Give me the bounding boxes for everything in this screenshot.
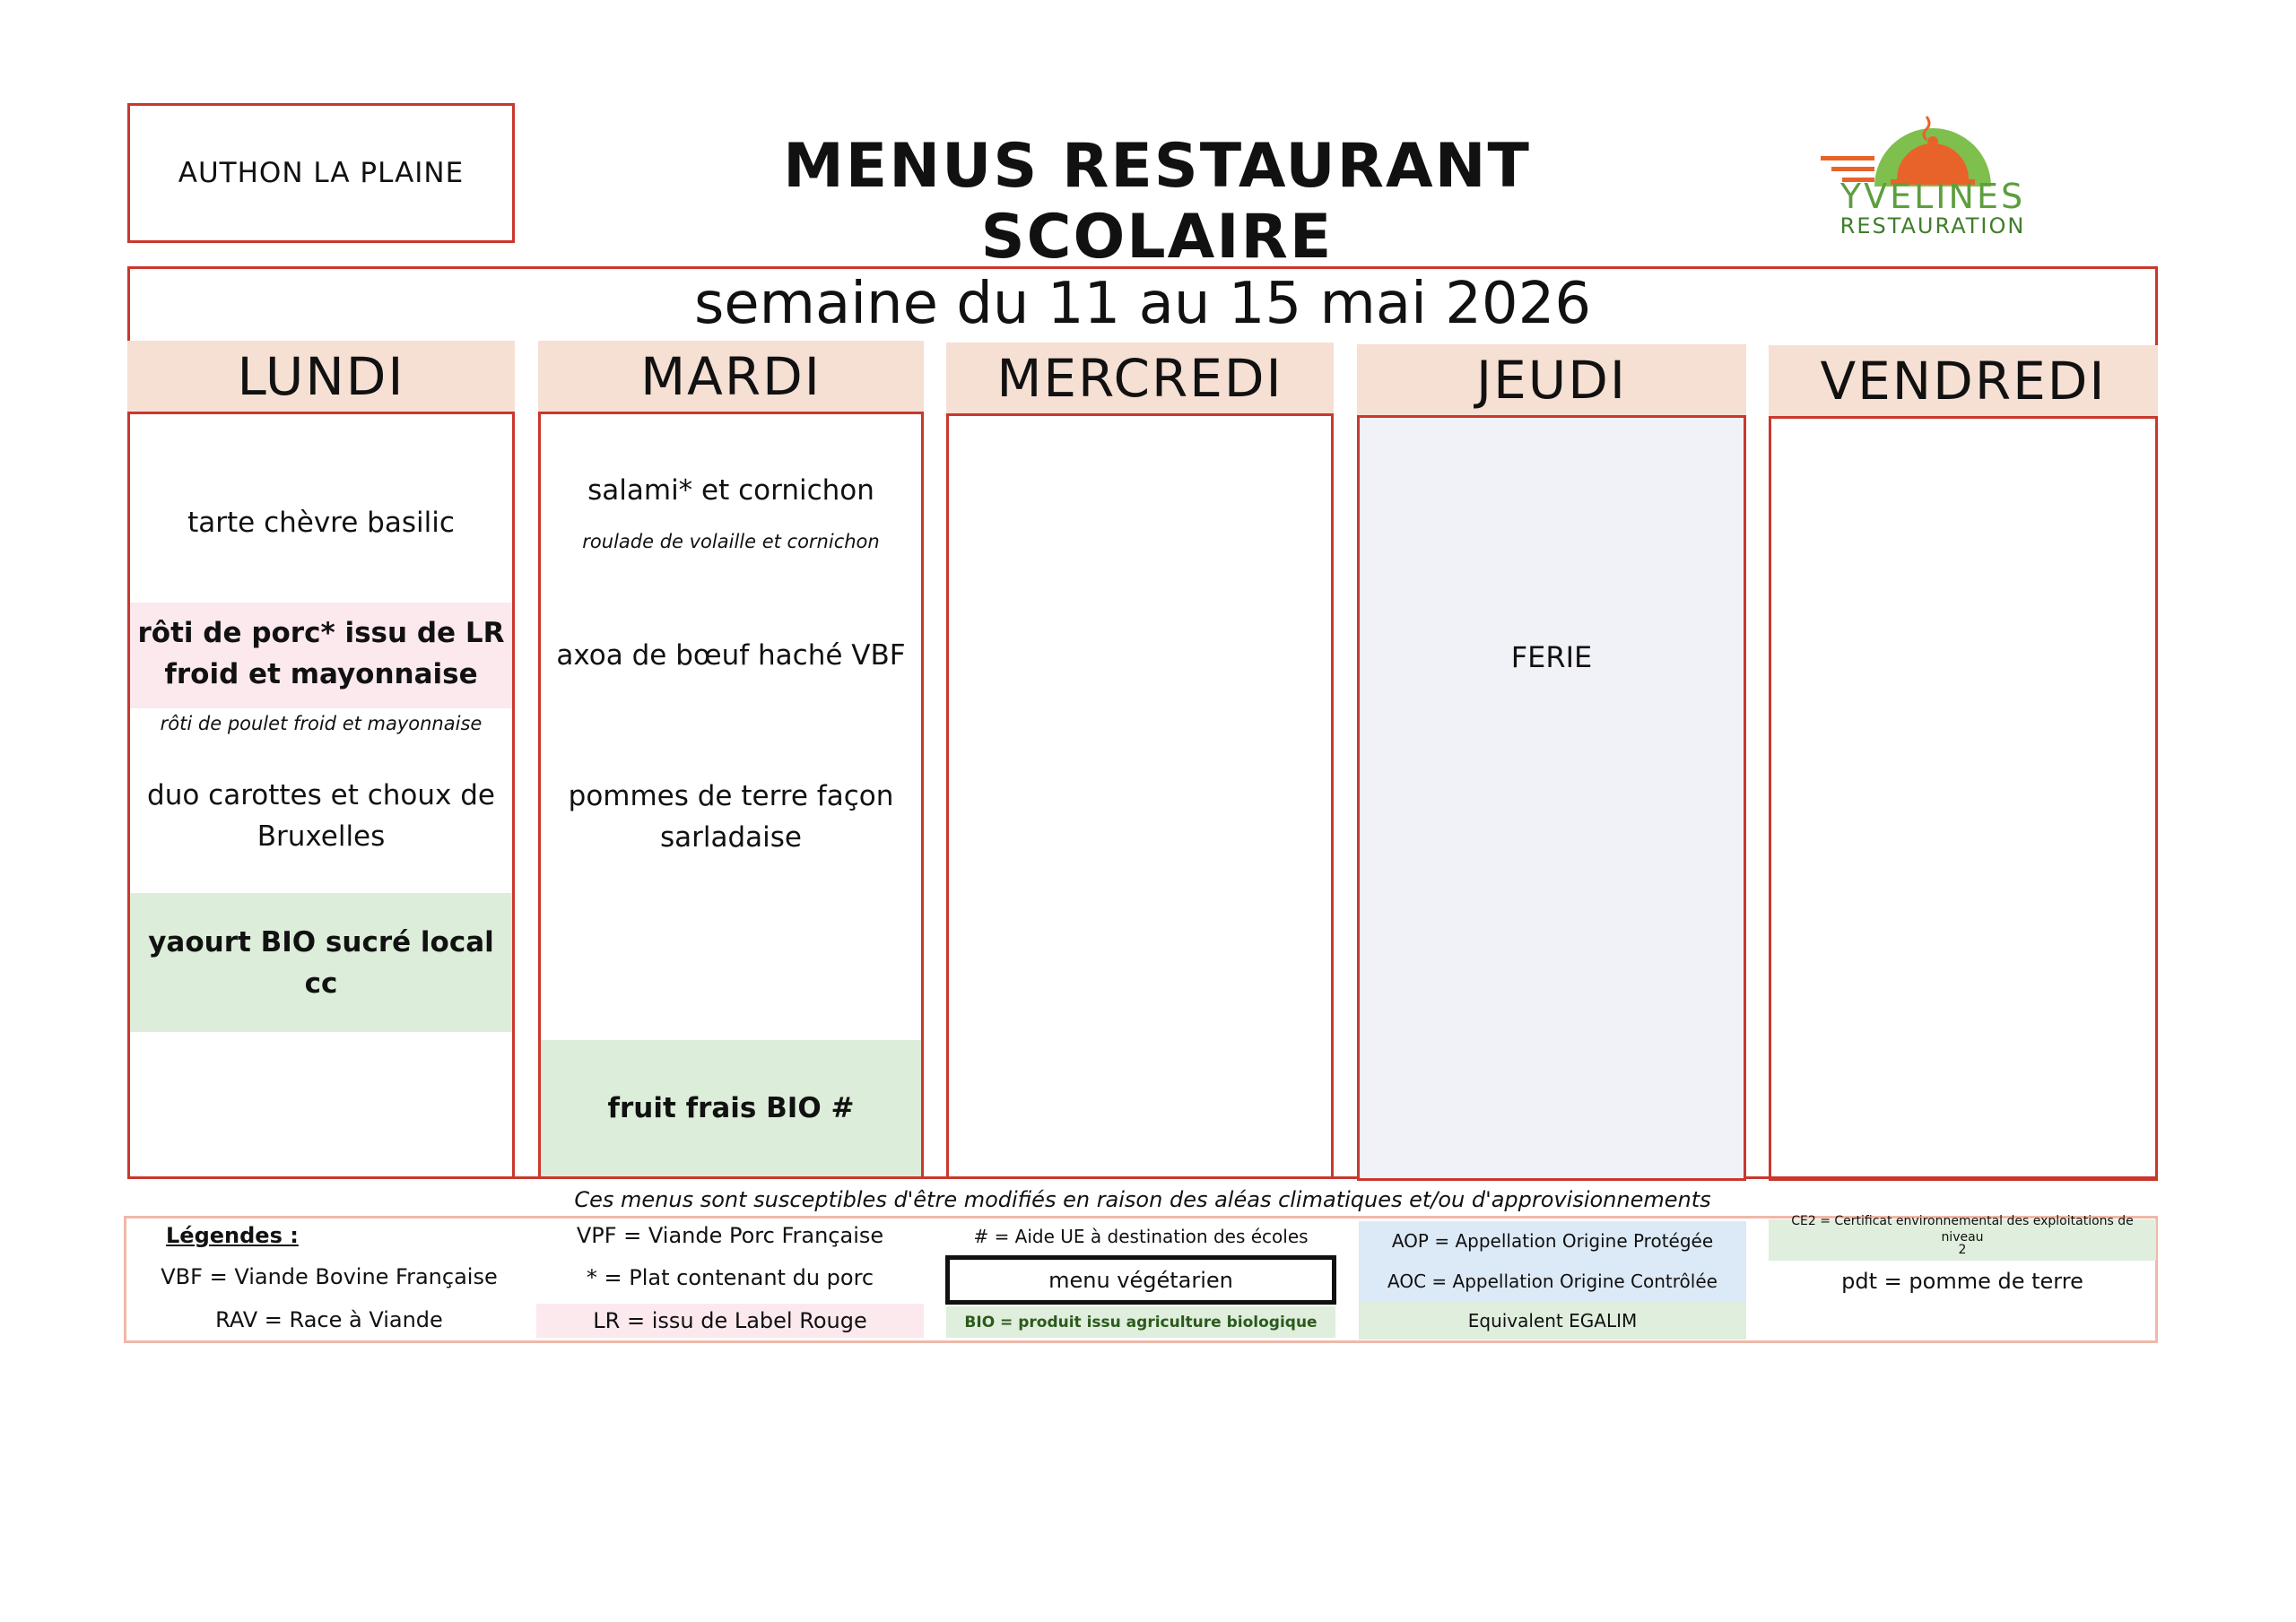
legend-pdt: pdt = pomme de terre xyxy=(1841,1269,2083,1294)
lundi-main-line1: rôti de porc* issu de LR xyxy=(137,617,505,649)
lundi-side-line1: duo carottes et choux de xyxy=(147,779,495,811)
column-mercredi xyxy=(946,343,1334,1179)
legend-ce2-line2: 2 xyxy=(1958,1243,1967,1257)
lundi-starter: tarte chèvre basilic xyxy=(187,507,455,539)
lundi-main-alt: rôti de poulet froid et mayonnaise xyxy=(160,713,483,734)
mardi-starter-alt: roulade de volaille et cornichon xyxy=(582,531,880,552)
column-vendredi xyxy=(1769,345,2158,1181)
legend-porc: * = Plat contenant du porc xyxy=(586,1265,874,1290)
legend-ce2-line1: CE2 = Certificat environnemental des exploitations de niveau xyxy=(1791,1214,2134,1245)
day-header-mercredi: MERCREDI xyxy=(946,343,1334,416)
page-title: MENUS RESTAURANT SCOLAIRE xyxy=(783,131,1531,273)
legend-title: Légendes : xyxy=(166,1223,299,1248)
day-header-jeudi: JEUDI xyxy=(1357,344,1746,418)
disclaimer: Ces menus sont susceptibles d'être modifiés en raison des aléas climatiques et/ou d'approvisionnements xyxy=(574,1187,1711,1212)
legend-rav: RAV = Race à Viande xyxy=(215,1307,443,1332)
lundi-side-line2: Bruxelles xyxy=(257,820,386,853)
lundi-main-line2: froid et mayonnaise xyxy=(164,658,478,690)
mardi-dessert: fruit frais BIO # xyxy=(541,1040,921,1176)
legend-aoc: AOC = Appellation Origine Contrôlée xyxy=(1359,1261,1746,1302)
legend-vbf: VBF = Viande Bovine Française xyxy=(161,1264,498,1289)
jeudi-holiday: FERIE xyxy=(1510,640,1593,674)
logo-text-yvelines: YVELINES xyxy=(1839,177,2026,216)
lundi-dessert: yaourt BIO sucré local cc xyxy=(130,893,512,1032)
day-header-lundi: LUNDI xyxy=(127,341,515,414)
column-lundi xyxy=(127,341,515,1179)
legend-vpf: VPF = Viande Porc Française xyxy=(576,1223,884,1248)
column-jeudi xyxy=(1357,344,1746,1181)
day-header-mardi: MARDI xyxy=(538,341,924,414)
mardi-starter: salami* et cornichon xyxy=(587,474,874,507)
week-title: semaine du 11 au 15 mai 2026 xyxy=(693,271,1592,337)
legend-bio: BIO = produit issu agriculture biologique xyxy=(946,1306,1335,1338)
legend-lr: LR = issu de Label Rouge xyxy=(536,1304,924,1338)
legend-aide-ue: # = Aide UE à destination des écoles xyxy=(973,1226,1309,1247)
school-name: AUTHON LA PLAINE xyxy=(127,103,515,243)
legend-egalim: Equivalent EGALIM xyxy=(1359,1302,1746,1340)
legend-aop: AOP = Appellation Origine Protégée xyxy=(1359,1221,1746,1261)
mardi-main: axoa de bœuf haché VBF xyxy=(556,639,906,672)
day-header-vendredi: VENDREDI xyxy=(1769,345,2158,419)
mardi-side-line2: sarladaise xyxy=(659,821,802,854)
legend-vegetarian: menu végétarien xyxy=(945,1255,1336,1305)
mardi-side-line1: pommes de terre façon xyxy=(568,780,894,812)
logo-text-restauration: RESTAURATION xyxy=(1839,213,2026,239)
